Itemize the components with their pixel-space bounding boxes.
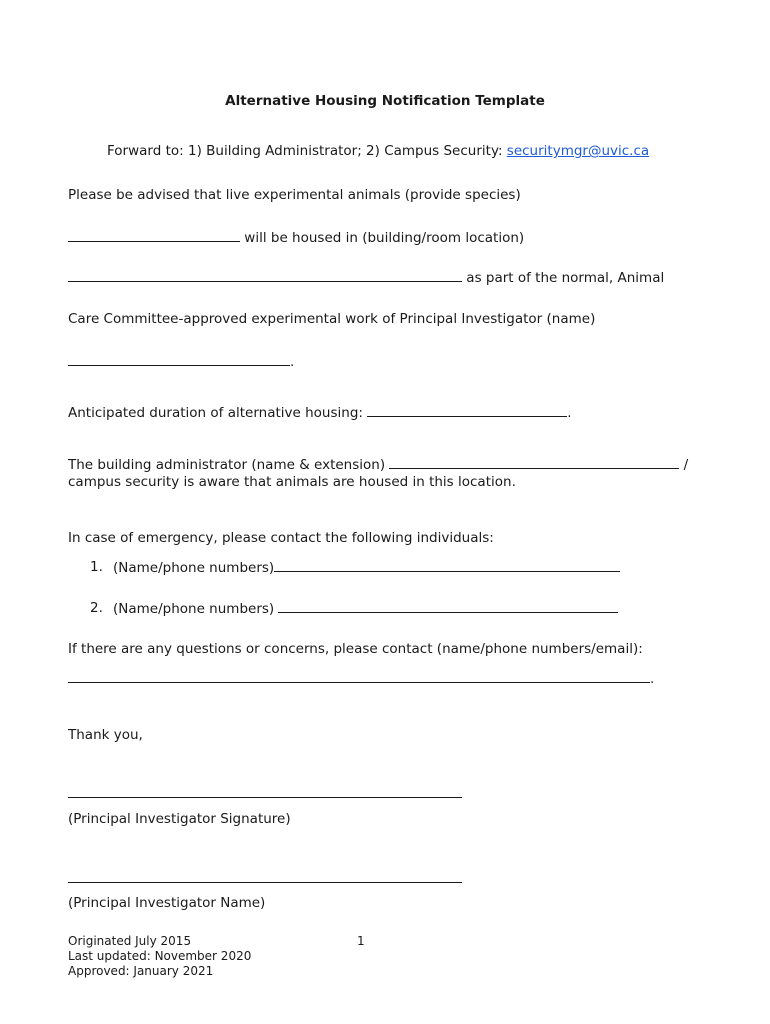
species-line: Please be advised that live experimental animals (provide species): [68, 187, 521, 203]
emergency-contact-2: [90, 600, 279, 617]
admin-line-2: campus security is aware that animals are housed in this location.: [68, 474, 516, 490]
duration-blank[interactable]: [367, 404, 567, 417]
location-text: will be housed in (building/room location): [240, 230, 525, 246]
animal-care-line: [68, 269, 664, 287]
emergency-intro: In case of emergency, please contact the following individuals:: [68, 530, 494, 546]
questions-period: .: [650, 671, 655, 687]
duration-period: .: [567, 405, 572, 421]
location-line: [68, 229, 524, 247]
duration-line: [68, 404, 572, 422]
name-label: (Principal Investigator Name): [68, 895, 266, 911]
questions-line: If there are any questions or concerns, please contact (name/phone numbers/email):: [68, 641, 643, 657]
footer-approved: Approved: January 2021: [68, 964, 214, 978]
animal-care-text: as part of the normal, Animal: [462, 270, 665, 286]
list-number: 2.: [90, 600, 103, 616]
name-blank[interactable]: [68, 870, 462, 883]
questions-blank[interactable]: [68, 670, 650, 683]
pi-name-blank[interactable]: [68, 353, 290, 366]
contact-1-blank[interactable]: [274, 559, 620, 572]
forward-text: Forward to: 1) Building Administrator; 2) Campus Security:: [107, 143, 507, 159]
questions-blank-line: [68, 670, 654, 688]
contact-2-blank[interactable]: [278, 600, 618, 613]
signature-line: [68, 785, 462, 803]
pi-name-line: [68, 353, 294, 371]
pi-line: Care Committee-approved experimental work of Principal Investigator (name): [68, 311, 596, 327]
admin-slash: /: [679, 457, 689, 473]
admin-line: [68, 456, 688, 474]
contact-label: (Name/phone numbers): [113, 601, 279, 617]
page-number: 1: [357, 934, 365, 948]
thank-you: Thank you,: [68, 727, 143, 743]
document-title: Alternative Housing Notification Template: [225, 93, 545, 109]
admin-label: The building administrator (name & extension): [68, 457, 390, 473]
footer-originated: Originated July 2015: [68, 934, 192, 948]
signature-label: (Principal Investigator Signature): [68, 811, 291, 827]
admin-blank[interactable]: [389, 456, 679, 469]
forward-line: [107, 143, 649, 160]
list-number: 1.: [90, 559, 103, 575]
pi-name-period: .: [290, 354, 295, 370]
signature-blank[interactable]: [68, 785, 462, 798]
location-blank[interactable]: [68, 269, 462, 282]
duration-label: Anticipated duration of alternative housing:: [68, 405, 368, 421]
contact-label: (Name/phone numbers): [113, 560, 275, 576]
footer-updated: Last updated: November 2020: [68, 949, 252, 963]
name-line: [68, 870, 462, 888]
species-blank[interactable]: [68, 229, 240, 242]
emergency-contact-1: [90, 559, 275, 576]
security-email-link[interactable]: securitymgr@uvic.ca: [506, 143, 650, 159]
